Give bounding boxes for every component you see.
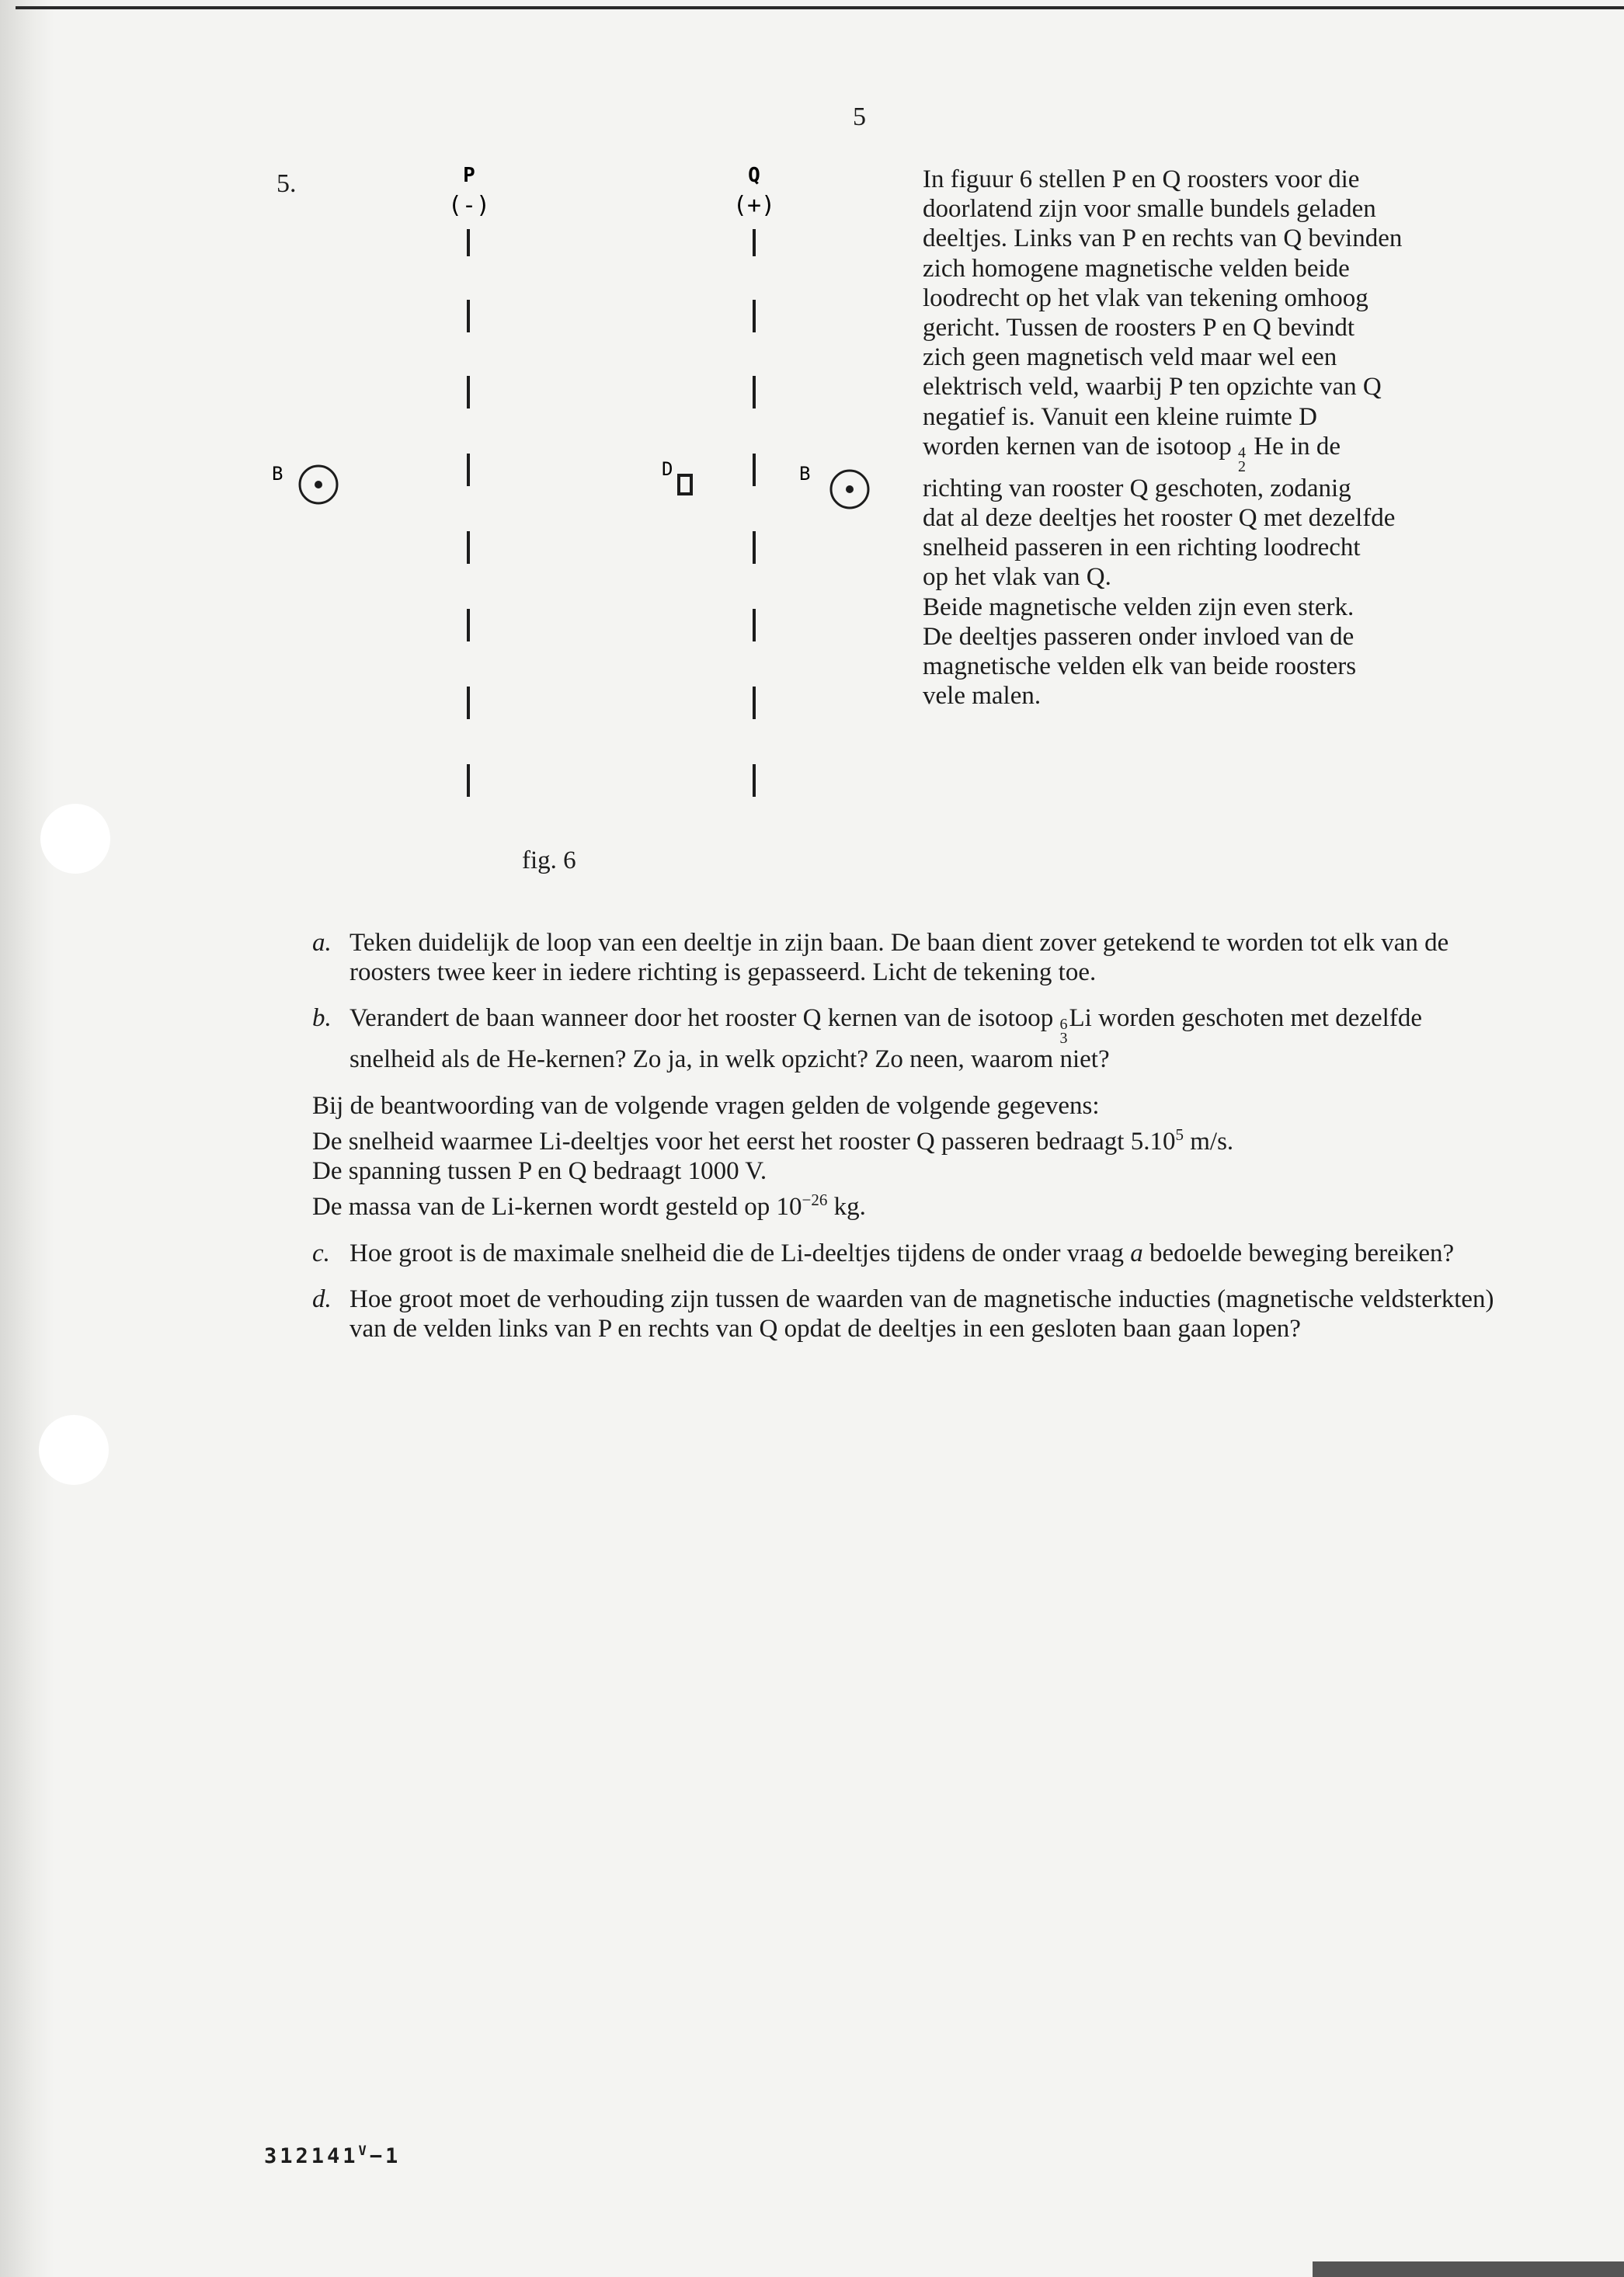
source-d-label: D: [662, 458, 673, 480]
given-speed-unit: m/s.: [1183, 1128, 1234, 1156]
question-d-text: Hoe groot moet de verhouding zijn tussen de waarden van de magnetische inducties (magnetische veldsterkten) van de velden links van P en rechts van Q opdat de deeltjes in een gesloten baan gaan lopen?: [349, 1285, 1494, 1343]
intro-line: gericht. Tussen de roosters P en Q bevindt: [923, 314, 1355, 342]
page-number: 5: [853, 103, 866, 131]
given-mass-text: De massa van de Li-kernen wordt gesteld op 10: [312, 1193, 802, 1221]
given-data: [312, 1092, 1501, 1222]
intro-line: doorlatend zijn voor smalle bundels geladen: [923, 195, 1376, 224]
intro-line: dat al deze deeltjes het rooster Q met dezelfde: [923, 504, 1396, 533]
field-right-label: B: [799, 463, 811, 485]
exam-code-sup: V: [358, 2143, 370, 2159]
intro-line-helium: [923, 432, 1497, 474]
questions: [312, 929, 1501, 1361]
given-mass-exponent: −26: [802, 1191, 828, 1209]
question-a-text: Teken duidelijk de loop van een deeltje in zijn baan. De baan dient zover getekend te worden tot elk van de roosters twee keer in iedere richting is gepasseerd. Licht de tekening toe.: [349, 929, 1449, 986]
grid-q-sign: (+): [732, 192, 776, 219]
grid-q-label: Q: [748, 164, 760, 187]
scan-shadow-left: [0, 0, 54, 2277]
question-a-label: a.: [312, 929, 332, 957]
question-c: [312, 1239, 1501, 1269]
intro-line: snelheid passeren in een richting loodrecht: [923, 534, 1361, 562]
li-charge-number: 3: [1059, 1030, 1068, 1047]
intro-line: zich geen magnetisch veld maar wel een: [923, 343, 1337, 372]
intro-line: negatief is. Vanuit een kleine ruimte D: [923, 402, 1317, 431]
grid-p-sign: (-): [447, 192, 491, 219]
intro-line: richting van rooster Q geschoten, zodanig: [923, 474, 1351, 502]
intro-line: De deeltjes passeren onder invloed van de: [923, 622, 1354, 651]
intro-line: Beide magnetische velden zijn even sterk.: [923, 593, 1354, 621]
question-c-before: Hoe groot is de maximale snelheid die de Li-deeltjes tijdens de onder vraag: [349, 1239, 1131, 1267]
exam-code-number: 312141: [264, 2144, 359, 2168]
intro-line: elektrisch veld, waarbij P ten opzichte van Q: [923, 373, 1382, 402]
given-speed-exponent: 5: [1175, 1125, 1184, 1144]
given-speed: [312, 1121, 1501, 1157]
intro-line: zich homogene magnetische velden beide: [923, 254, 1350, 283]
intro-line: loodrecht op het vlak van tekening omhoog: [923, 283, 1368, 312]
question-b: [312, 1004, 1501, 1075]
intro-line: op het vlak van Q.: [923, 563, 1111, 592]
helium-isotope-notation: [1237, 443, 1246, 475]
grid-p-label: P: [463, 164, 475, 187]
question-b-after: Li worden geschoten met dezelfde snelheid als de He-kernen? Zo ja, in welk opzicht? Zo neen, waarom niet?: [349, 1004, 1422, 1073]
intro-text: [923, 165, 1497, 711]
li-mass-number: 6: [1059, 1016, 1068, 1033]
intro-line: In figuur 6 stellen P en Q roosters voor die: [923, 165, 1360, 193]
question-b-before: Verandert de baan wanneer door het rooster Q kernen van de isotoop: [349, 1004, 1060, 1032]
he-charge-number: 2: [1237, 457, 1246, 475]
exam-code-suffix: −1: [369, 2144, 402, 2168]
scan-edge-top: [16, 6, 1624, 9]
scan-edge-bottom: [1313, 2261, 1624, 2277]
question-a: [312, 929, 1501, 987]
intro-he-after: He in de: [1247, 432, 1341, 461]
figure-caption: fig. 6: [522, 846, 576, 874]
lithium-isotope-notation: [1060, 1017, 1068, 1045]
field-left-label: B: [272, 463, 283, 485]
source-d-box: [679, 475, 691, 494]
given-speed-text: De snelheid waarmee Li-deeltjes voor het eerst het rooster Q passeren bedraagt 5.10: [312, 1128, 1176, 1156]
field-right-out-of-page-icon: [831, 471, 868, 508]
question-c-label: c.: [312, 1239, 330, 1267]
given-mass: [312, 1186, 1501, 1222]
punch-hole-lower: [39, 1415, 109, 1485]
given-intro: Bij de beantwoording van de volgende vragen gelden de volgende gegevens:: [312, 1091, 1100, 1120]
question-c-ref: a: [1130, 1239, 1143, 1267]
intro-line: vele malen.: [923, 682, 1042, 711]
given-voltage: De spanning tussen P en Q bedraagt 1000 V.: [312, 1156, 767, 1185]
intro-line: deeltjes. Links van P en rechts van Q bevinden: [923, 224, 1403, 253]
figure-6: [256, 155, 893, 893]
intro-he-before: worden kernen van de isotoop: [923, 432, 1238, 461]
question-c-after: bedoelde beweging bereiken?: [1142, 1239, 1455, 1267]
he-mass-number: 4: [1237, 443, 1246, 461]
question-number: 5.: [276, 169, 297, 198]
field-left-out-of-page-icon: [300, 466, 337, 503]
intro-line: magnetische velden elk van beide roosters: [923, 652, 1357, 681]
question-d: [312, 1285, 1501, 1344]
question-d-label: d.: [312, 1285, 332, 1313]
question-b-label: b.: [312, 1004, 332, 1032]
punch-hole-upper: [40, 804, 110, 874]
exam-code: [264, 2143, 401, 2168]
given-mass-unit: kg.: [827, 1193, 866, 1221]
